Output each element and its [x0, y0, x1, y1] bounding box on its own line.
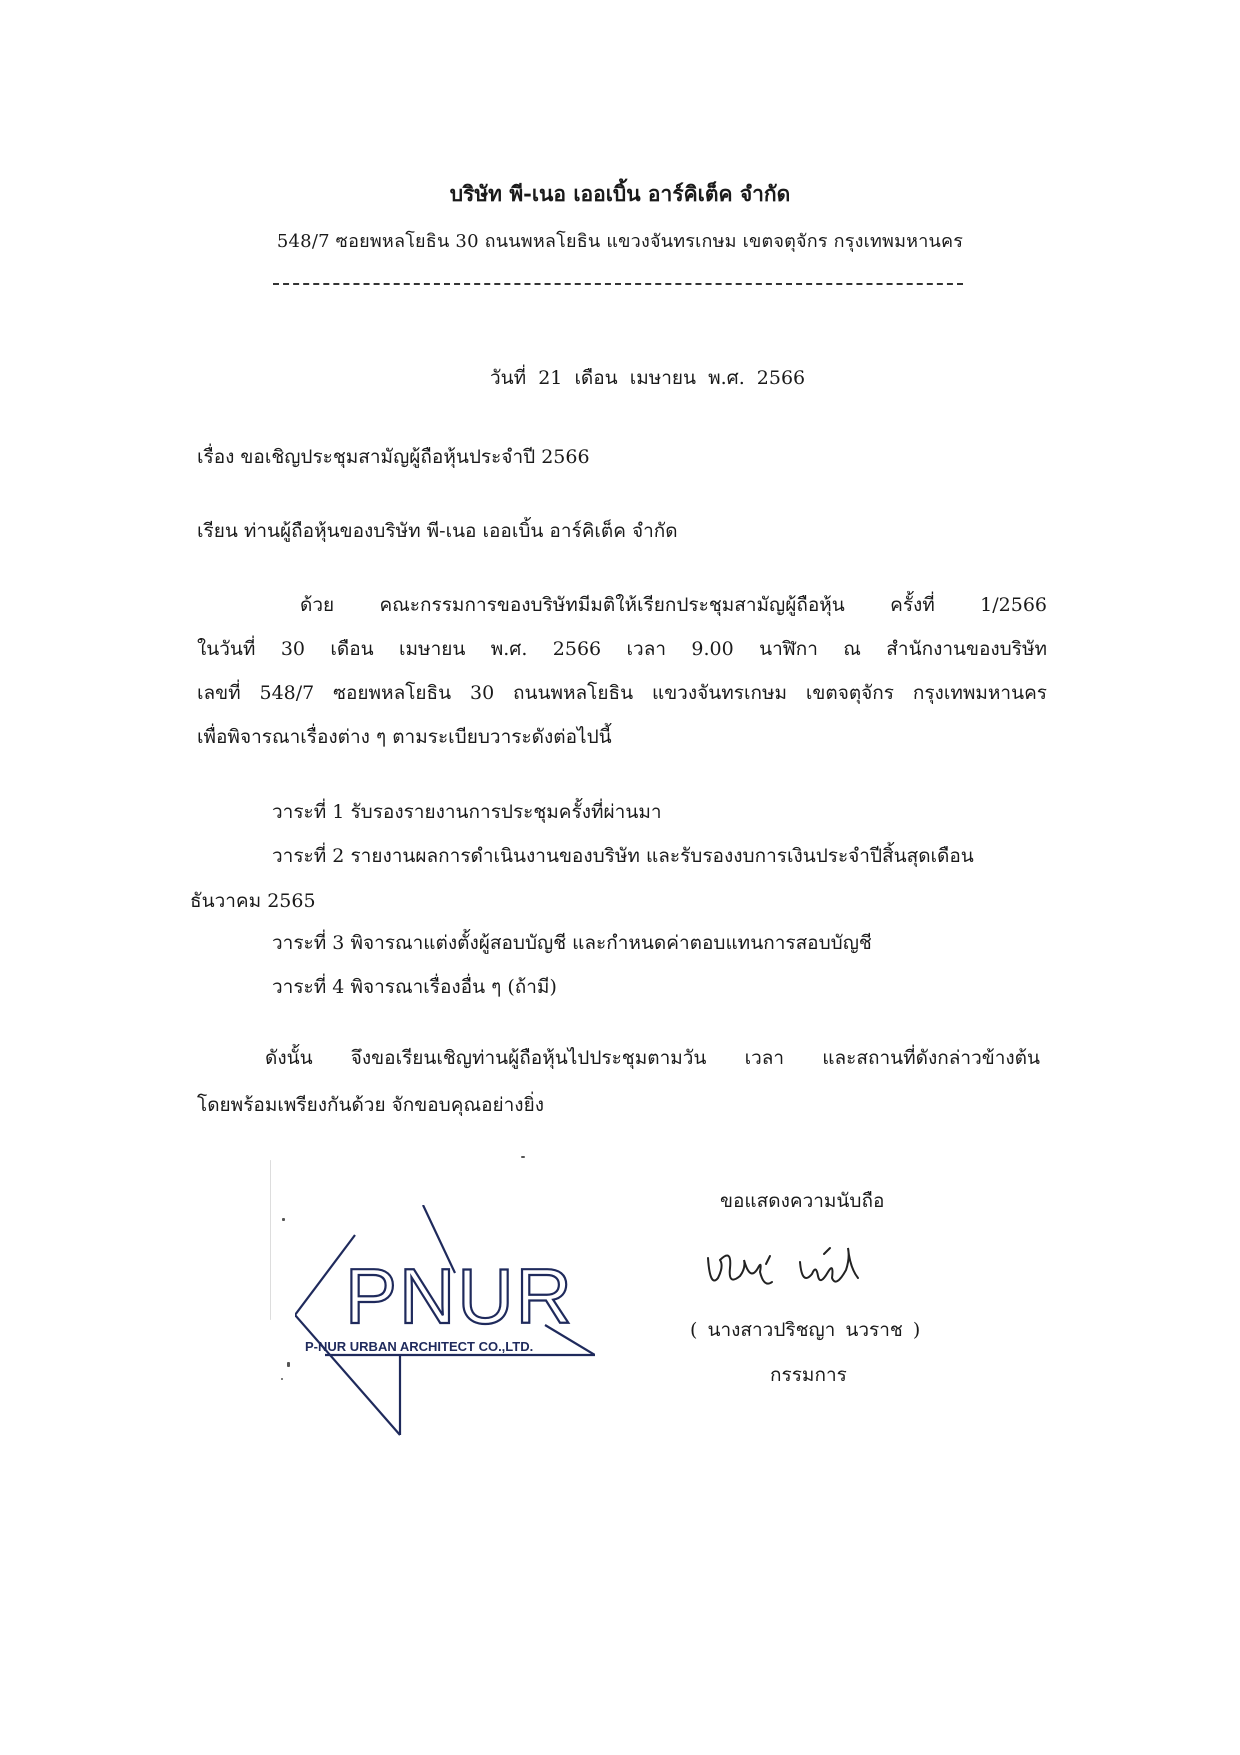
company-name: บริษัท พี-เนอ เออเบิ้น อาร์คิเต็ค จำกัด	[449, 181, 791, 206]
signatory-title: กรรมการ	[770, 1364, 847, 1386]
agenda-item-1: วาระที่ 1 รับรองรายงานการประชุมครั้งที่ผ่านมา	[272, 801, 662, 823]
scan-speck	[287, 1362, 290, 1367]
agenda-item-3: วาระที่ 3 พิจารณาแต่งตั้งผู้สอบบัญชี และกำหนดค่าตอบแทนการสอบบัญชี	[272, 932, 872, 954]
body-line-3: เลขที่ 548/7 ซอยพหลโยธิน 30 ถนนพหลโยธิน แขวงจันทรเกษม เขตจตุจักร กรุงเทพมหานคร	[197, 682, 1047, 704]
signatory-name: ( นางสาวปริชญา นวราช )	[690, 1319, 921, 1341]
body-line-4: เพื่อพิจารณาเรื่องต่าง ๆ ตามระเบียบวาระดังต่อไปนี้	[197, 726, 612, 748]
company-address: 548/7 ซอยพหลโยธิน 30 ถนนพหลโยธิน แขวงจันทรเกษม เขตจตุจักร กรุงเทพมหานคร	[276, 231, 964, 252]
agenda-item-4: วาระที่ 4 พิจารณาเรื่องอื่น ๆ (ถ้ามี)	[272, 976, 557, 998]
letter-subject: เรื่อง ขอเชิญประชุมสามัญผู้ถือหุ้นประจำปี 2566	[197, 446, 590, 468]
header-divider	[273, 283, 963, 285]
scan-speck	[281, 1378, 283, 1380]
logo-mark: PNUR	[345, 1252, 575, 1340]
agenda-item-2-continued: ธันวาคม 2565	[190, 890, 316, 912]
closing-salutation: ขอแสดงความนับถือ	[720, 1190, 885, 1212]
logo-caption: P-NUR URBAN ARCHITECT CO.,LTD.	[305, 1339, 534, 1354]
letter-date: วันที่ 21 เดือน เมษายน พ.ศ. 2566	[490, 367, 806, 389]
body-line-1: ด้วย คณะกรรมการของบริษัทมีมติให้เรียกประชุมสามัญผู้ถือหุ้น ครั้งที่ 1/2566	[300, 594, 1047, 616]
scan-speck	[521, 1156, 525, 1158]
conclusion-line-1: ดังนั้น จึงขอเรียนเชิญท่านผู้ถือหุ้นไปประชุมตามวัน เวลา และสถานที่ดังกล่าวข้างต้น	[265, 1047, 1040, 1069]
agenda-item-2: วาระที่ 2 รายงานผลการดำเนินงานของบริษัท และรับรองงบการเงินประจำปีสิ้นสุดเดือน	[272, 845, 974, 867]
handwritten-signature	[700, 1238, 880, 1298]
scan-speck	[282, 1218, 285, 1221]
scan-edge-line	[270, 1160, 271, 1320]
company-logo	[295, 1205, 595, 1445]
letter-recipient: เรียน ท่านผู้ถือหุ้นของบริษัท พี-เนอ เออเบิ้น อาร์คิเต็ค จำกัด	[197, 520, 678, 542]
body-line-2: ในวันที่ 30 เดือน เมษายน พ.ศ. 2566 เวลา 9.00 นาฬิกา ณ สำนักงานของบริษัท	[197, 638, 1047, 660]
conclusion-line-2: โดยพร้อมเพรียงกันด้วย จักขอบคุณอย่างยิ่ง	[197, 1094, 544, 1116]
